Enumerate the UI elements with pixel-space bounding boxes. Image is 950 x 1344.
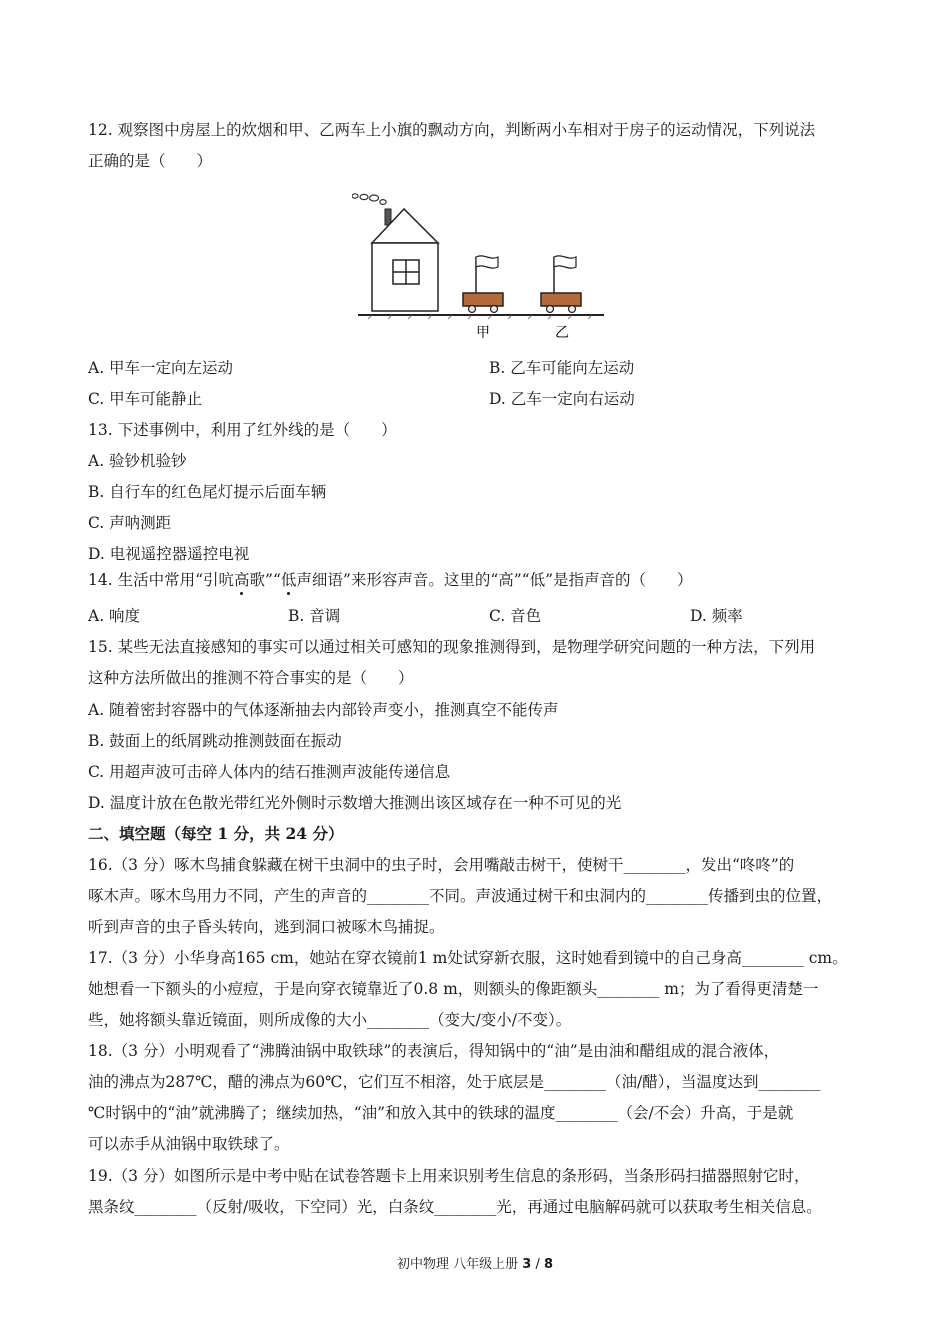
q15-option-b: B. 鼓面上的纸屑跳动推测鼓面在振动	[88, 732, 342, 750]
q13-option-a: A. 验钞机验钞	[88, 452, 187, 470]
page-footer	[0, 1253, 950, 1272]
car-jia	[463, 256, 503, 313]
footer-separator: /	[531, 1257, 544, 1272]
q13-option-c: C. 声呐测距	[88, 514, 172, 532]
flag-icon	[554, 256, 576, 268]
footer-page-number: 3	[522, 1257, 532, 1272]
q12-option-d: D. 乙车一定向右运动	[489, 390, 635, 408]
chimney	[385, 209, 391, 225]
q17-line2: 她想看一下额头的小痘痘，于是向穿衣镜靠近了0.8 m，则额头的像距额头________ m；为了看得更清楚一	[88, 980, 819, 998]
smoke-icon	[352, 194, 386, 205]
q16-line2: 啄木声。啄木鸟用力不同，产生的声音的________不同。声波通过树干和虫洞内的________传播到虫的位置，	[88, 887, 833, 905]
emphasis-gao: 高	[234, 571, 250, 589]
q18-line2: 油的沸点为287℃，醋的沸点为60℃，它们互不相溶，处于底层是________（油/醋），当温度达到________	[88, 1073, 821, 1091]
q18-line1: 18.（3 分）小明观看了“沸腾油锅中取铁球”的表演后，得知锅中的“油”是由油和醋组成的混合液体，	[88, 1042, 780, 1060]
q14-stem-mid: 歌”“	[249, 571, 281, 589]
q17-line3: 些，她将额头靠近镜面，则所成像的大小________（变大/变小/不变）。	[88, 1011, 572, 1029]
house-and-cars-figure	[352, 185, 607, 345]
q12-option-a: A. 甲车一定向左运动	[88, 359, 234, 377]
emphasis-di: 低	[280, 571, 297, 589]
q12-option-b: B. 乙车可能向左运动	[489, 359, 635, 377]
q18-line4: 可以赤手从油锅中取铁球了。	[88, 1135, 290, 1153]
q16-line3: 听到声音的虫子昏头转向，逃到洞口被啄木鸟捕捉。	[88, 918, 445, 936]
q19-line1: 19.（3 分）如图所示是中考中贴在试卷答题卡上用来识别考生信息的条形码，当条形码扫描器照射它时，	[88, 1167, 810, 1185]
footer-subject: 初中物理 八年级上册	[396, 1257, 519, 1272]
q14-option-d: D. 频率	[690, 607, 743, 625]
car-yi	[541, 256, 581, 313]
flag-icon	[476, 256, 498, 268]
q17-line1: 17.（3 分）小华身高165 cm，她站在穿衣镜前1 m处试穿新衣服，这时她看到镜中的自己身高________ cm。	[88, 949, 848, 967]
q14-option-a: A. 响度	[88, 607, 141, 625]
q14-stem-pre: 14. 生活中常用“引吭	[88, 571, 235, 589]
q16-line1: 16.（3 分）啄木鸟捕食躲藏在树干虫洞中的虫子时，会用嘴敲击树干，使树干________，发出“咚咚”的	[88, 856, 795, 874]
q12-stem-line1: 12. 观察图中房屋上的炊烟和甲、乙两车上小旗的飘动方向，判断两小车相对于房子的运动情况，下列说法	[88, 121, 816, 139]
q15-option-a: A. 随着密封容器中的气体逐渐抽去内部铃声变小，推测真空不能传声	[88, 701, 559, 719]
footer-page-total: 8	[543, 1257, 554, 1272]
house	[372, 209, 438, 311]
q15-stem-line2: 这种方法所做出的推测不符合事实的是（ ）	[88, 669, 414, 687]
q13-stem: 13. 下述事例中，利用了红外线的是（ ）	[88, 421, 397, 439]
q18-line3: ℃时锅中的“油”就沸腾了；继续加热，“油”和放入其中的铁球的温度________（会/不会）升高，于是就	[88, 1104, 794, 1122]
q12-option-c: C. 甲车可能静止	[88, 390, 203, 408]
q15-option-d: D. 温度计放在色散光带红光外侧时示数增大推测出该区域存在一种不可见的光	[88, 794, 622, 812]
q14-stem	[88, 570, 693, 590]
q14-stem-post: 声细语”来形容声音。这里的“高”“低”是指声音的（ ）	[296, 571, 693, 589]
car-yi-label: 乙	[555, 325, 569, 341]
q13-option-b: B. 自行车的红色尾灯提示后面车辆	[88, 483, 327, 501]
section-heading: 二、填空题（每空 1 分，共 24 分）	[88, 824, 344, 843]
q14-option-c: C. 音色	[489, 607, 542, 625]
q15-option-c: C. 用超声波可击碎人体内的结石推测声波能传递信息	[88, 763, 451, 781]
q13-option-d: D. 电视遥控器遥控电视	[88, 545, 250, 563]
q14-option-b: B. 音调	[288, 607, 341, 625]
q15-stem-line1: 15. 某些无法直接感知的事实可以通过相关可感知的现象推测得到，是物理学研究问题的一种方法，下列用	[88, 638, 816, 656]
car-jia-label: 甲	[476, 325, 490, 341]
q12-stem-line2: 正确的是（ ）	[88, 152, 213, 170]
q19-line2: 黑条纹________（反射/吸收，下空同）光，白条纹________光，再通过电脑解码就可以获取考生相关信息。	[88, 1198, 822, 1216]
